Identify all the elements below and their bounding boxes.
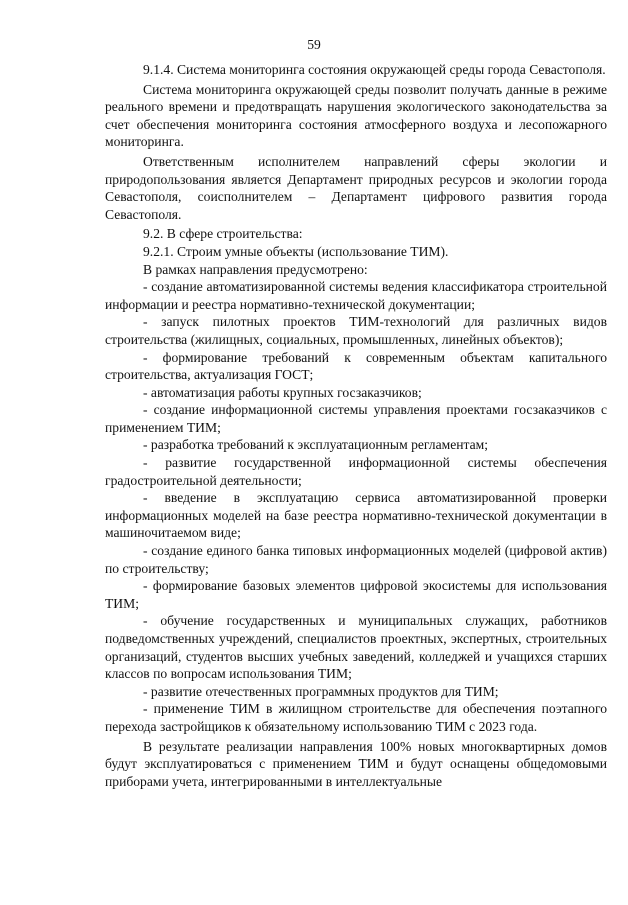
list-item: - введение в эксплуатацию сервиса автоматизированной проверки информационных моделей на базе реестра нормативно-технической документации в машиночитаемом виде; bbox=[105, 490, 607, 541]
section-heading-9-1-4: 9.1.4. Система мониторинга состояния окружающей среды города Севастополя. bbox=[143, 62, 606, 77]
list-item: - развитие отечественных программных продуктов для ТИМ; bbox=[143, 683, 499, 699]
page-number: 59 bbox=[307, 37, 321, 52]
list-item: - запуск пилотных проектов ТИМ-технологий для различных видов строительства (жилищных, социальных, промышленных, линейных объектов); bbox=[105, 314, 607, 347]
list-item: - развитие государственной информационной системы обеспечения градостроительной деятельности; bbox=[105, 455, 607, 488]
list-item: - формирование базовых элементов цифровой экосистемы для использования ТИМ; bbox=[105, 578, 607, 611]
section-heading-9-2-1: 9.2.1. Строим умные объекты (использование ТИМ). bbox=[143, 243, 449, 259]
section-heading-9-2: 9.2. В сфере строительства: bbox=[143, 226, 303, 242]
list-item: - применение ТИМ в жилищном строительстве для обеспечения поэтапного перехода застройщиков к обязательному использованию ТИМ с 2023 года. bbox=[105, 701, 607, 734]
paragraph: Ответственным исполнителем направлений сферы экологии и природопользования является Департамент природных ресурсов и экологии города Севастополя, соисполнителем – Департамент цифрового развития города Севастополя. bbox=[105, 153, 607, 222]
body-text bbox=[105, 61, 607, 790]
paragraph: Система мониторинга окружающей среды позволит получать данные в режиме реального времени и предотвращать нарушения экологического законодательства за счет обеспечения мониторинга состояния атмосферного воздуха и лесопожарного мониторинга. bbox=[105, 81, 607, 150]
paragraph: В рамках направления предусмотрено: bbox=[143, 261, 368, 277]
list-item: - формирование требований к современным объектам капитального строительства, актуализация ГОСТ; bbox=[105, 349, 607, 383]
list-item: - создание информационной системы управления проектами госзаказчиков с применением ТИМ; bbox=[105, 402, 607, 435]
list-item: - создание единого банка типовых информационных моделей (цифровой актив) по строительству; bbox=[105, 543, 607, 576]
paragraph: В результате реализации направления 100% новых многоквартирных домов будут эксплуатироваться с применением ТИМ и будут оснащены общедомовыми приборами учета, интегрированными в интеллектуальные bbox=[105, 738, 607, 789]
list-item: - обучение государственных и муниципальных служащих, работников подведомственных учреждений, специалистов проектных, экспертных, строительных организаций, студентов высших учебных заведений, колледжей и учащихся старших классов по вопросам использования ТИМ; bbox=[105, 613, 607, 682]
list-item: - создание автоматизированной системы ведения классификатора строительной информации и реестра нормативно-технической документации; bbox=[105, 279, 607, 312]
list-item: - разработка требований к эксплуатационным регламентам; bbox=[143, 437, 489, 453]
list-item: - автоматизация работы крупных госзаказчиков; bbox=[143, 384, 422, 400]
